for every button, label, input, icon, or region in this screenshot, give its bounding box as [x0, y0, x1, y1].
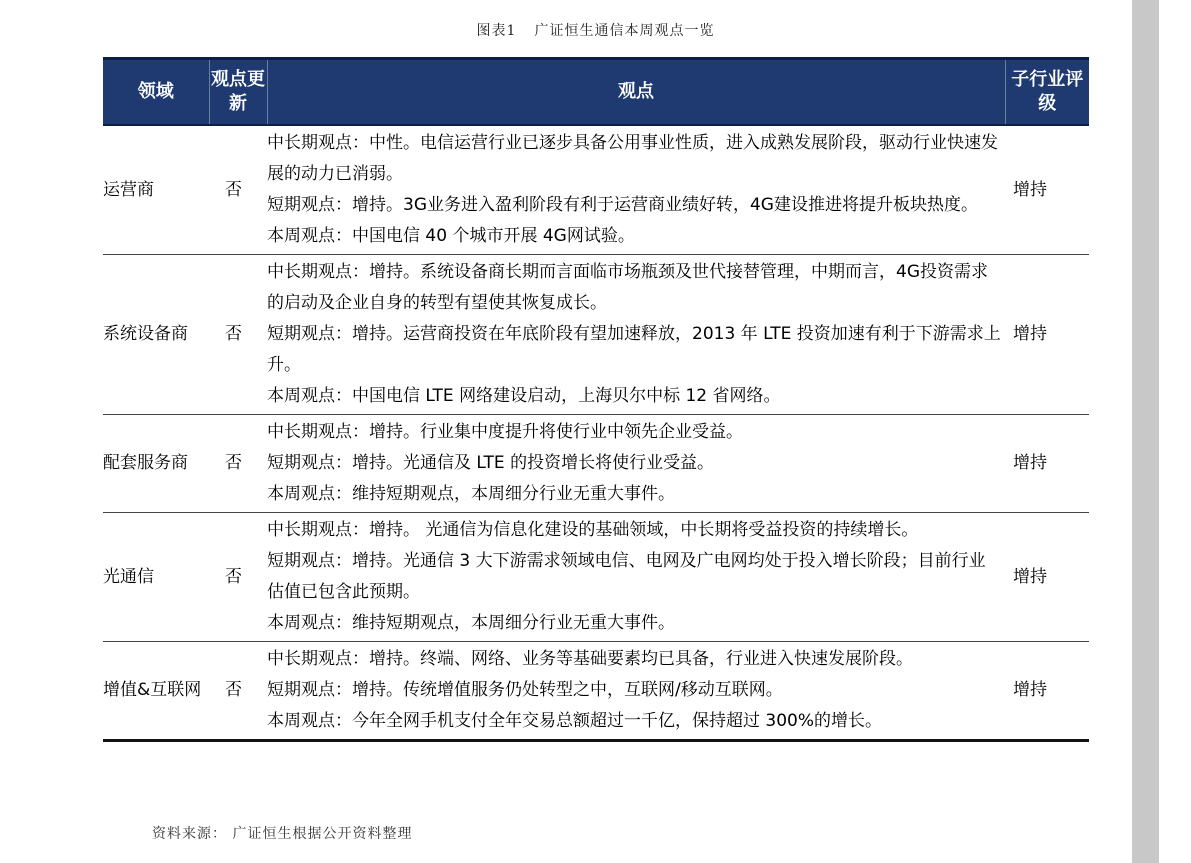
figure-caption — [0, 20, 1191, 40]
table-row — [103, 415, 1089, 513]
short-term-view: 短期观点：增持。传统增值服务仍处转型之中，互联网/移动互联网。 — [267, 680, 783, 700]
figure-title: 广证恒生通信本周观点一览 — [534, 23, 715, 39]
table-header-row — [103, 59, 1089, 126]
table-row — [103, 513, 1089, 642]
short-term-view: 短期观点：增持。光通信 3 大下游需求领域电信、电网及广电网均处于投入增长阶段；目前行业估值已包含此预期。 — [267, 551, 986, 602]
long-term-view: 中长期观点：中性。电信运营行业已逐步具备公用事业性质，进入成熟发展阶段，驱动行业快速发展的动力已消弱。 — [267, 133, 998, 184]
header-rating: 子行业评级 — [1005, 59, 1089, 126]
rating-cell: 增持 — [1005, 415, 1089, 513]
weekly-view: 本周观点：维持短期观点，本周细分行业无重大事件。 — [267, 484, 675, 504]
update-cell: 否 — [209, 642, 267, 741]
long-term-view: 中长期观点：增持。终端、网络、业务等基础要素均已具备，行业进入快速发展阶段。 — [267, 649, 913, 669]
points-cell — [267, 255, 1005, 415]
rating-cell: 增持 — [1005, 125, 1089, 255]
points-cell — [267, 513, 1005, 642]
domain-cell: 运营商 — [103, 125, 209, 255]
points-cell — [267, 642, 1005, 741]
table-row — [103, 255, 1089, 415]
header-update: 观点更新 — [209, 59, 267, 126]
source-note: 资料来源： 广证恒生根据公开资料整理 — [152, 826, 413, 842]
domain-cell: 增值&互联网 — [103, 642, 209, 741]
domain-cell: 配套服务商 — [103, 415, 209, 513]
long-term-view: 中长期观点：增持。 光通信为信息化建设的基础领域，中长期将受益投资的持续增长。 — [267, 520, 919, 540]
header-points: 观点 — [267, 59, 1005, 126]
points-cell — [267, 125, 1005, 255]
update-cell: 否 — [209, 125, 267, 255]
short-term-view: 短期观点：增持。运营商投资在年底阶段有望加速释放，2013 年 LTE 投资加速有利于下游需求上升。 — [267, 324, 1001, 375]
update-cell: 否 — [209, 255, 267, 415]
long-term-view: 中长期观点：增持。系统设备商长期而言面临市场瓶颈及世代接替管理，中期而言，4G投资需求的启动及企业自身的转型有望使其恢复成长。 — [267, 262, 988, 313]
rating-cell: 增持 — [1005, 642, 1089, 741]
weekly-view: 本周观点：维持短期观点，本周细分行业无重大事件。 — [267, 613, 675, 633]
domain-cell: 光通信 — [103, 513, 209, 642]
weekly-view: 本周观点：中国电信 40 个城市开展 4G网试验。 — [267, 226, 635, 246]
update-cell: 否 — [209, 513, 267, 642]
update-cell: 否 — [209, 415, 267, 513]
short-term-view: 短期观点：增持。光通信及 LTE 的投资增长将使行业受益。 — [267, 453, 715, 473]
long-term-view: 中长期观点：增持。行业集中度提升将使行业中领先企业受益。 — [267, 422, 743, 442]
rating-cell: 增持 — [1005, 255, 1089, 415]
viewpoints-table — [103, 57, 1089, 742]
short-term-view: 短期观点：增持。3G业务进入盈利阶段有利于运营商业绩好转，4G建设推进将提升板块热度。 — [267, 195, 978, 215]
vertical-scrollbar[interactable] — [1132, 0, 1159, 863]
header-domain: 领域 — [103, 59, 209, 126]
rating-cell: 增持 — [1005, 513, 1089, 642]
points-cell — [267, 415, 1005, 513]
weekly-view: 本周观点：中国电信 LTE 网络建设启动，上海贝尔中标 12 省网络。 — [267, 386, 781, 406]
table-row — [103, 125, 1089, 255]
table-row — [103, 642, 1089, 741]
domain-cell: 系统设备商 — [103, 255, 209, 415]
figure-number: 图表1 — [476, 23, 517, 39]
weekly-view: 本周观点：今年全网手机支付全年交易总额超过一千亿，保持超过 300%的增长。 — [267, 711, 883, 731]
